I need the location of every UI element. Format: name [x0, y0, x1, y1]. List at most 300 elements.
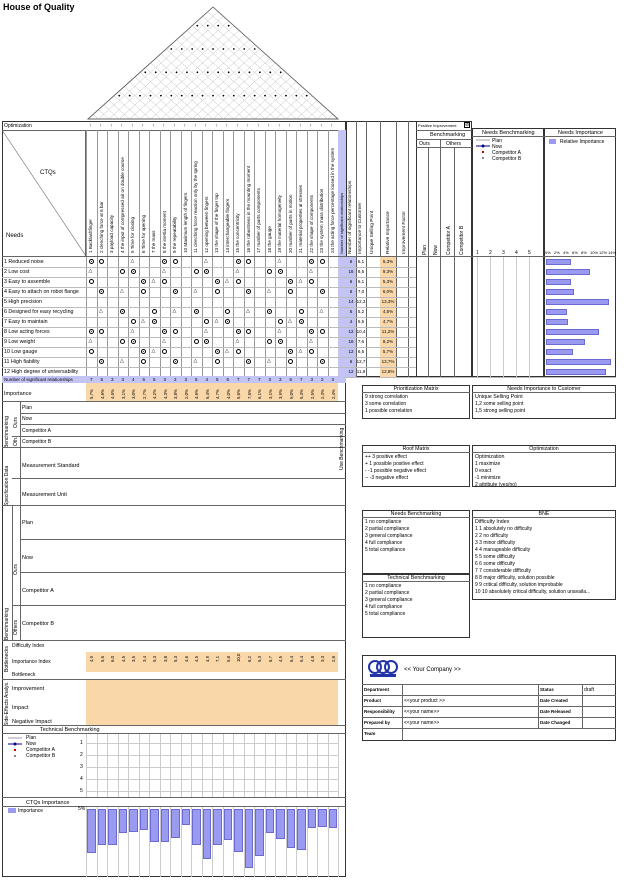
need-relative-importance: 5,3% — [382, 279, 394, 284]
ctq-column-line — [254, 130, 255, 401]
positive-improvement-label: Positive Improvement — [418, 123, 457, 128]
ctq-importance-bar — [213, 809, 222, 845]
ctq-header: 10 Maximum length of fingers — [182, 192, 188, 253]
ctq-header: 22 the shape of components — [308, 195, 314, 253]
ctq-sig-count: 4 — [205, 377, 208, 382]
need-importance-bar — [546, 319, 568, 325]
plan-header: Plan — [422, 244, 428, 255]
need-sig-count: 12 — [348, 349, 354, 354]
roof-matrix-legend-title: Roof Matrix — [402, 446, 430, 452]
company-row-value[interactable]: <<your name>> — [404, 709, 440, 715]
ctq-column-line — [107, 130, 108, 401]
possible-correlation-icon: △ — [235, 268, 240, 274]
ctq-header: 16 the robustness in the mounting moment — [245, 165, 251, 253]
bne-legend-item: 5 5 some difficulty — [475, 554, 515, 560]
ni-axis-tick: 14% — [608, 250, 617, 255]
bne-legend-item: 1 1 absolutely no difficulty — [475, 526, 533, 532]
ni-axis-tick: 4% — [563, 250, 569, 255]
some-correlation-icon — [194, 269, 199, 274]
ctq-column-line — [202, 130, 203, 401]
competitor-a-label: Competitor A — [22, 428, 51, 434]
ctq-importance-bar — [308, 809, 317, 828]
ctq-importance-value: 4,2% — [152, 389, 157, 399]
measurement-unit-label: Measurement Unit — [22, 492, 67, 498]
strong-correlation-icon — [236, 329, 241, 334]
need-relative-importance: 5,3% — [382, 259, 394, 264]
company-row-label: Prepared by — [364, 720, 391, 725]
need-importance-bar — [546, 279, 571, 285]
some-correlation-icon — [320, 329, 325, 334]
roof-correlation-dot — [249, 71, 251, 73]
need-importance-customer: 8,6 — [357, 269, 365, 274]
importance-index-label: Importance Index — [12, 659, 51, 665]
plan-label: Plan — [22, 405, 33, 411]
bne-legend-item: 9 9 critical difficulty, solution improbable — [475, 582, 563, 588]
needs-benchmarking-legend-item: 2 partial compliance — [365, 526, 410, 532]
measurement-standard-label: Measurement Standard — [22, 463, 80, 469]
ctq-importance-value: 2,3% — [320, 389, 325, 399]
optimization-arrow-icon: ↑ — [152, 123, 155, 129]
ctq-header: 20 number of parts in motion — [287, 194, 293, 253]
optimization-arrow-icon: ↑ — [120, 123, 123, 129]
need-sig-count: 16 — [348, 269, 354, 274]
strong-correlation-icon — [225, 319, 230, 324]
ctq-header: 18 the gauge — [266, 226, 272, 253]
others-label: Others — [13, 619, 19, 635]
optimization-arrow-icon: ↑ — [173, 123, 176, 129]
need-importance-bar — [546, 289, 574, 295]
some-correlation-icon — [288, 289, 293, 294]
technical-benchmarking-legend-item: 3 general compliance — [365, 597, 413, 603]
some-correlation-icon — [309, 279, 314, 284]
ctq-importance-value: 3,1% — [267, 389, 273, 399]
some-correlation-icon — [162, 279, 167, 284]
page-title: House of Quality — [3, 2, 75, 12]
nb-legend-plan: Plan — [492, 138, 503, 144]
need-label: 5 High precision — [4, 299, 42, 305]
ctq-column-line — [160, 130, 161, 401]
possible-correlation-icon: △ — [309, 268, 313, 274]
ctq-difficulty-value: 5,3 — [173, 656, 178, 662]
needs-importance-customer-item: 1,5 strong selling point — [475, 408, 526, 414]
ctq-header: 9 the repeatability — [172, 216, 177, 253]
need-relative-importance: 11,2% — [381, 329, 395, 334]
optimization-arrow-icon: ↑ — [131, 123, 134, 129]
roof-correlation-dot — [212, 48, 214, 50]
some-correlation-icon — [152, 309, 157, 314]
needs-importance-customer-item: 1,2 some selling point — [475, 401, 524, 407]
roof-matrix-legend-item: -- -3 negative effect — [365, 475, 408, 481]
optimization-arrow-icon: ↑ — [141, 123, 144, 129]
need-relative-importance: 13,3% — [381, 299, 395, 304]
possible-correlation-icon: △ — [298, 278, 303, 284]
ctq-header: 7 the mass — [151, 230, 156, 253]
strong-correlation-icon — [162, 259, 167, 264]
needs-benchmarking-legend-item: 4 full compliance — [365, 540, 403, 546]
ctq-difficulty-value: 5,3 — [152, 656, 157, 662]
side-effects-label: Side-Effects Analys. — [4, 681, 10, 726]
ctqs-label: CTQs — [40, 170, 56, 176]
strong-correlation-icon — [141, 349, 146, 354]
negative-impact-label: Negative Impact — [12, 719, 52, 725]
nb-grid-line — [529, 257, 530, 377]
company-row-label2: Date Created — [540, 698, 568, 703]
bottleneck-values — [86, 652, 338, 672]
need-row-line — [2, 277, 346, 278]
need-importance-bar — [546, 369, 606, 375]
roof-correlation-dot — [238, 71, 240, 73]
now-label: Now — [22, 416, 33, 422]
strong-correlation-icon — [141, 279, 146, 284]
roof-correlation-dot — [196, 25, 198, 27]
need-relative-importance: 4,5% — [382, 309, 394, 314]
ctq-importance-bar — [297, 809, 306, 850]
tb-legend-comp-b: Competitor B — [26, 753, 56, 759]
some-correlation-icon — [236, 279, 241, 284]
optimization-arrow-icon: ↑ — [99, 123, 102, 129]
ctq-importance-value: 3,9% — [278, 389, 283, 399]
optimization-legend-title: Optimization — [529, 446, 559, 452]
needs-importance-title: Needs Importance — [558, 130, 603, 136]
ctq-sig-count: 5 — [215, 377, 219, 382]
ctq-difficulty-value: 3,3 — [320, 656, 325, 662]
ctq-sig-count: 7 — [247, 377, 250, 382]
ctq-difficulty-value: 4,8 — [309, 656, 315, 662]
need-label: 8 Low acting forces — [4, 329, 50, 335]
ctq-importance-bar — [224, 809, 233, 840]
bne-legend-item: 10 10 absolutely critical difficulty, solution unavaila... — [475, 589, 591, 595]
ctq-importance-bar — [203, 809, 212, 859]
ctq-column-line — [191, 130, 192, 401]
need-relative-importance: 6,0% — [382, 289, 394, 294]
num-sig-label: Number of significant relationships — [4, 377, 73, 382]
need-relative-importance: 8,2% — [382, 339, 394, 344]
ctq-column-line — [149, 130, 150, 401]
possible-correlation-icon: △ — [120, 358, 124, 364]
strong-correlation-icon — [309, 259, 314, 264]
ctq-column-line — [170, 130, 171, 401]
ctq-importance-bar — [108, 809, 117, 845]
ctq-sig-count: 3 — [268, 377, 271, 382]
ctq-sig-count: 5 — [152, 377, 156, 382]
need-row-line — [2, 347, 346, 348]
possible-correlation-icon: △ — [141, 318, 145, 324]
company-row-value[interactable]: <<your product >> — [404, 698, 445, 704]
optimization-legend-item: 1 maximize — [475, 461, 501, 467]
optimization-legend-item: -1 minimize — [475, 475, 501, 481]
company-row-value2[interactable]: draft — [584, 687, 595, 693]
some-correlation-icon — [236, 349, 241, 354]
need-label: 3 Easy to assemble — [4, 279, 51, 285]
ctq-difficulty-value: 5,3 — [257, 656, 262, 662]
ctq-difficulty-value: 7,1 — [215, 656, 220, 662]
ctq-importance-bar — [329, 809, 338, 828]
strong-correlation-icon — [89, 259, 94, 264]
need-label: 9 Low weight — [4, 339, 35, 345]
ctq-column-line — [181, 130, 182, 401]
prioritization-matrix-item: 1 possible correlation — [365, 408, 413, 414]
possible-correlation-icon: △ — [130, 328, 135, 334]
strong-correlation-icon — [152, 319, 157, 324]
strong-correlation-icon — [278, 269, 283, 274]
ctq-importance-value: 3,8% — [173, 389, 178, 399]
ctq-column-line — [265, 130, 266, 401]
ours-header: Ours — [419, 141, 430, 147]
side-effects-block — [86, 680, 338, 725]
possible-correlation-icon: △ — [309, 338, 313, 344]
strong-correlation-icon — [131, 269, 136, 274]
ni-legend: Relative Importance — [560, 139, 605, 145]
ctq-header: 14 interchangeable fingers — [224, 198, 230, 253]
need-importance-customer: 7,6 — [357, 339, 365, 344]
company-row-value[interactable]: <<your name>> — [404, 720, 440, 726]
optimization-arrow-icon: ↑ — [215, 123, 218, 129]
roof-correlation-dot — [181, 48, 183, 50]
bne-legend-title: BNE — [538, 511, 550, 517]
technical-benchmarking-legend-title: Technical Benchmarking — [387, 575, 445, 581]
some-correlation-icon — [173, 329, 178, 334]
need-relative-importance: 4,7% — [382, 319, 394, 324]
possible-correlation-icon: △ — [162, 338, 166, 344]
need-sig-count: 16 — [348, 339, 354, 344]
optimization-arrow-icon: ↑ — [330, 123, 333, 129]
need-importance-bar — [546, 349, 573, 355]
ctq-sig-count: 3 — [310, 377, 313, 382]
possible-correlation-icon: △ — [204, 258, 208, 264]
nb-axis-tick: 1 — [476, 250, 479, 256]
roof-correlation-dot — [191, 48, 193, 50]
ctq-importance-bar — [255, 809, 264, 856]
unique-selling-point-header: Unique Selling Point — [370, 210, 375, 254]
need-label: 11 High fiability — [4, 359, 40, 365]
some-correlation-icon — [89, 349, 94, 354]
strong-correlation-icon — [215, 279, 220, 284]
bne-legend-item: 7 7 considerable difficulty — [475, 568, 532, 574]
ctq-column-line — [307, 130, 308, 401]
comp-b-header: Competitor B — [459, 225, 465, 255]
importance-to-customer-header: Importance to Customer — [358, 202, 363, 254]
importance-label: Importance — [4, 391, 32, 397]
ctq-column-line — [244, 130, 245, 401]
need-importance-bar — [546, 359, 611, 365]
ctq-column-line — [275, 130, 276, 401]
ctq-difficulty-value: 4,5 — [278, 656, 283, 662]
ctq-importance-label: CTQs Importance — [26, 800, 70, 806]
right-col-line — [408, 121, 409, 377]
ctq-importance-bar — [318, 809, 327, 827]
some-correlation-icon — [89, 279, 94, 284]
ctq-sig-count: 7 — [236, 377, 240, 382]
optimization-arrow-icon: ↑ — [288, 123, 291, 129]
technical-benchmarking-legend-item: 2 partial compliance — [365, 590, 410, 596]
need-relative-importance: 12,8% — [381, 369, 395, 374]
need-sig-count: 6 — [349, 359, 353, 364]
optimization-arrow-icon: ↑ — [162, 123, 165, 129]
ctq-sig-count: 4 — [131, 377, 135, 382]
ctq-importance-value: 5,3% — [299, 389, 304, 399]
some-correlation-icon — [309, 349, 314, 354]
ctq-header: 5 Time for closing — [130, 217, 135, 253]
possible-correlation-icon: △ — [214, 318, 219, 324]
roof-correlation-dot — [275, 95, 277, 97]
ctq-sig-count: 2 — [320, 377, 324, 382]
need-importance-customer: 12,7 — [356, 359, 366, 364]
now2-label: Now — [22, 555, 34, 561]
bne-legend-title-line — [472, 517, 616, 518]
competitor-a2-label: Competitor A — [22, 588, 54, 594]
ctq-column-line — [97, 130, 98, 401]
need-importance-customer: 5,5 — [357, 319, 365, 324]
tb-axis-tick: 3 — [80, 764, 83, 770]
optimization-label: Optimization — [4, 123, 32, 129]
need-sig-count: 12 — [348, 369, 354, 374]
nb-axis-tick: 2 — [489, 250, 492, 256]
company-col-line — [402, 684, 403, 741]
roof-correlation-dot — [170, 48, 172, 50]
possible-correlation-icon: △ — [267, 358, 271, 364]
need-sig-count: 6 — [349, 259, 353, 264]
tb-legend-now: Now — [26, 741, 37, 747]
needs-benchmarking-legend-item: 5 total compliance — [365, 547, 406, 553]
ctq-sig-count: 5 — [194, 377, 198, 382]
need-relative-importance: 9,3% — [382, 269, 394, 274]
strong-correlation-icon — [194, 309, 199, 314]
tb-legend-icons — [6, 736, 24, 760]
some-correlation-icon — [267, 269, 272, 274]
ctq-header: 8 the inertia moment — [161, 211, 167, 253]
roof-correlation-dot — [254, 95, 256, 97]
ni-axis-tick: 12% — [599, 250, 608, 255]
company-row-label: Responsibility — [364, 709, 395, 714]
some-correlation-icon — [99, 329, 104, 334]
need-label: 7 Easy to maintain — [4, 319, 48, 325]
roof-correlation-dot — [223, 95, 225, 97]
roof-correlation-dot — [118, 95, 120, 97]
ctq-sig-count: 3 — [278, 377, 282, 382]
optimization-arrow-icon: ↑ — [278, 123, 281, 129]
ctq-importance-value: 7,6% — [246, 389, 252, 399]
ctq-column-line — [118, 130, 119, 401]
ctq-difficulty-value: 6,4 — [288, 656, 294, 662]
need-importance-customer: 5,2 — [357, 309, 365, 314]
need-label: 4 Easy to attach on robot flange — [4, 289, 79, 295]
need-label: 2 Low cost — [4, 269, 30, 275]
need-row-line — [2, 357, 346, 358]
optimization-arrow-icon: ↑ — [309, 123, 312, 129]
possible-correlation-icon: △ — [235, 338, 240, 344]
ctq-difficulty-value: 4,5 — [120, 656, 126, 662]
bottlenecks-label: Bottlenecks — [4, 646, 10, 672]
ctq-difficulty-value: 10,0 — [236, 653, 241, 662]
ctq-importance-value: 4,3% — [162, 389, 168, 399]
strong-correlation-icon — [246, 359, 251, 364]
num-sig-col-header: Number of significant relationships — [339, 192, 344, 254]
technical-benchmarking-legend-title-line — [362, 581, 470, 582]
benchmarking2-label: Benchmarking — [4, 608, 10, 640]
some-correlation-icon — [141, 289, 146, 294]
ctq-column-line — [139, 130, 140, 401]
tb-grid-hline — [86, 755, 338, 756]
nb-grid-line — [503, 257, 504, 377]
roof-correlation-dot — [228, 71, 230, 73]
roof-correlation-dot — [176, 71, 178, 73]
ctq-sig-count: 6 — [226, 377, 229, 382]
optimization-legend-subtitle: Optimization — [475, 454, 505, 460]
comp-a-header: Competitor A — [446, 226, 452, 255]
others-header: Others — [446, 141, 462, 147]
ctq-difficulty-value: 2,8 — [330, 656, 336, 662]
ctq-header: 13 the shape of the finger top — [214, 193, 219, 253]
ctq-header: 2 clenching force at 6 bar — [98, 201, 104, 253]
company-col-line2 — [538, 684, 539, 728]
company-row-line — [362, 728, 616, 729]
possible-correlation-icon: △ — [120, 288, 124, 294]
company-row-line — [362, 717, 616, 718]
possible-correlation-icon: △ — [162, 268, 166, 274]
technical-benchmarking-legend-item: 5 total compliance — [365, 611, 406, 617]
tb-axis-tick: 4 — [80, 776, 83, 782]
some-correlation-icon — [267, 339, 272, 344]
ctq-importance-bar — [266, 809, 275, 833]
some-correlation-icon — [320, 259, 325, 264]
optimization-arrow-icon: ↑ — [320, 123, 323, 129]
roof-correlation-dot — [212, 95, 214, 97]
strong-correlation-icon — [288, 279, 293, 284]
some-correlation-icon — [246, 259, 251, 264]
needs-importance-customer-title: Needs Importance to Customer — [507, 386, 581, 392]
ctq-importance-bar — [87, 809, 96, 853]
tb-grid-hline — [86, 767, 338, 768]
company-row-line — [362, 695, 616, 696]
tech-bench-label: Technical Benchmarking — [40, 727, 100, 733]
ctq-sig-count: 2 — [173, 377, 177, 382]
need-row-line — [2, 267, 346, 268]
company-row-label: Team — [364, 731, 376, 736]
need-importance-customer: 11,9 — [356, 369, 366, 374]
strong-correlation-icon — [204, 339, 209, 344]
bne-legend-item: 3 3 minor difficulty — [475, 540, 516, 546]
some-correlation-icon — [246, 329, 251, 334]
need-importance-bar — [546, 259, 571, 265]
ctq-importance-bar — [192, 809, 201, 845]
positive-improvement-toggle[interactable]: ⊘ — [465, 122, 470, 128]
ctq-sig-count: 3 — [331, 377, 334, 382]
possible-correlation-icon: △ — [225, 278, 229, 284]
needs-benchmarking-legend-title-line — [362, 517, 470, 518]
ctq-difficulty-value: 5,6 — [99, 656, 105, 662]
roof-correlation-dot — [228, 25, 230, 27]
some-correlation-icon — [99, 259, 104, 264]
ctq-sig-count: 6 — [289, 377, 292, 382]
some-correlation-icon — [120, 339, 125, 344]
ctq-column-line — [296, 130, 297, 401]
optimization-arrow-icon: ↑ — [183, 123, 186, 129]
need-relative-importance: 5,7% — [382, 349, 394, 354]
ctq-importance-bar — [245, 809, 254, 868]
technical-benchmarking-legend-item: 4 full compliance — [365, 604, 403, 610]
bne-legend-subtitle: Difficulty Index — [475, 519, 510, 525]
roof-correlation-dot — [181, 95, 183, 97]
ctq-header: 6 Time for opening — [140, 214, 146, 253]
roof-correlation-dot — [165, 71, 167, 73]
strong-correlation-icon — [236, 259, 241, 264]
optimization-arrow-icon: ↑ — [246, 123, 249, 129]
ctq-difficulty-value: 6,7 — [267, 656, 273, 662]
roof-correlation-dot — [280, 71, 282, 73]
ni-axis-tick: 8% — [581, 250, 587, 255]
right-col-line — [396, 121, 397, 377]
ctq-importance-legend: Importance — [18, 808, 44, 814]
